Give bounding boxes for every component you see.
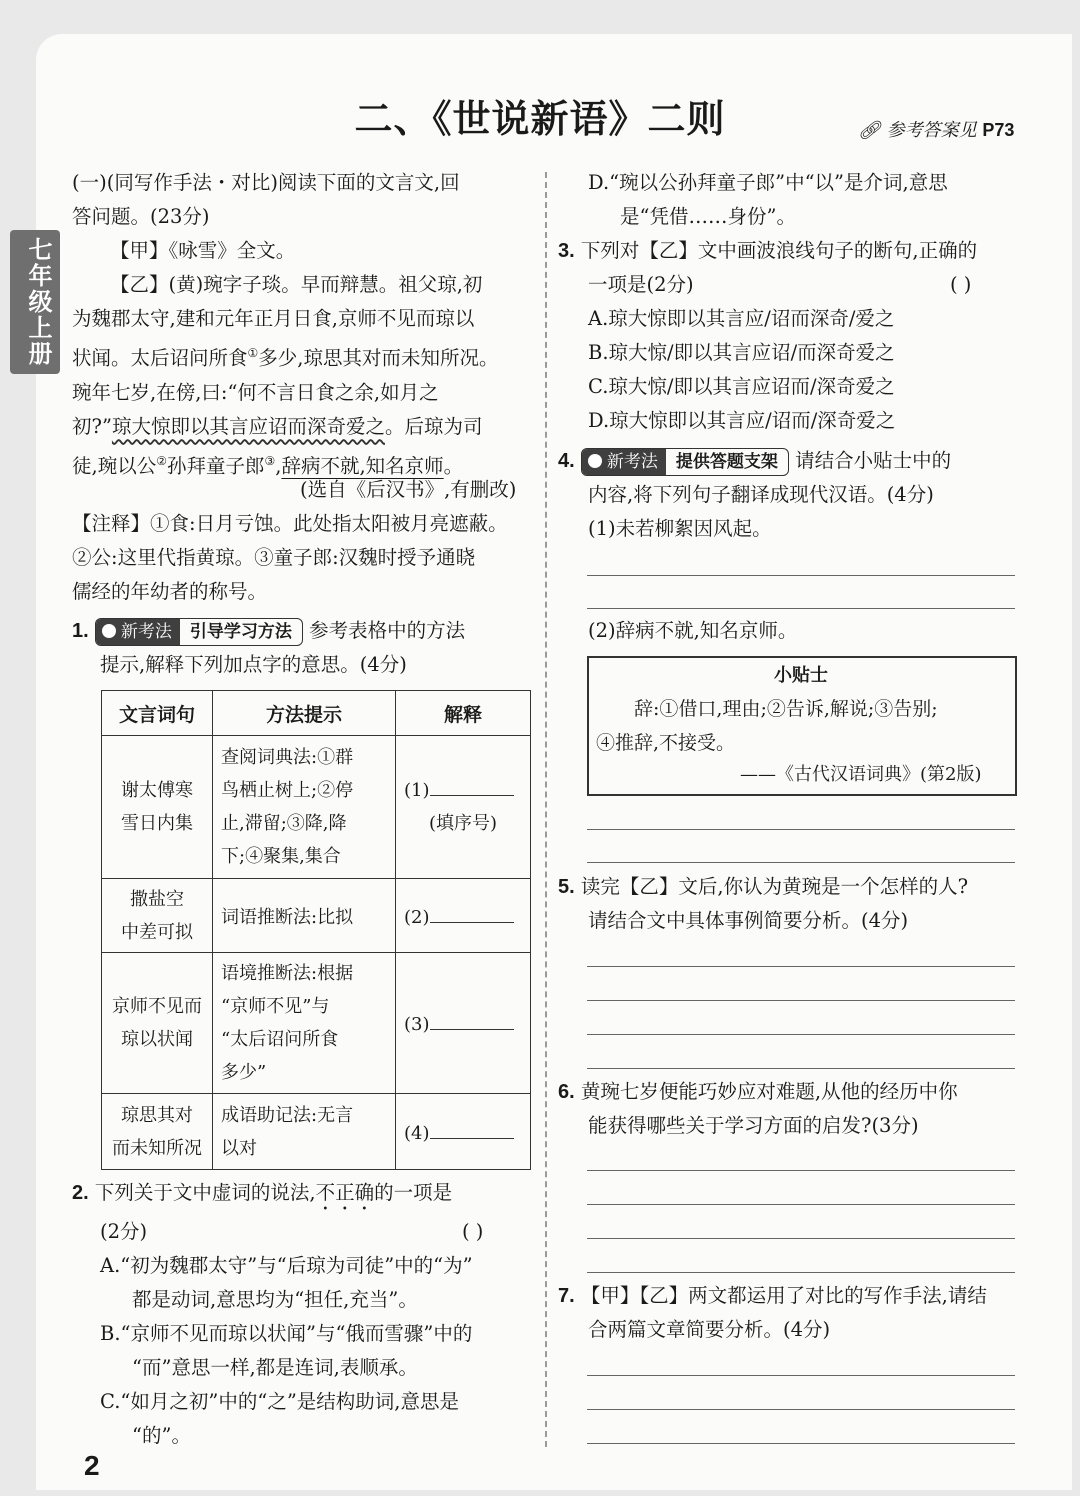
yi-line-3: 状闻。太后诏问所食①多少,琼思其对而未知所况。	[72, 346, 499, 370]
question-5: 5. 读完【乙】文后,你认为黄琬是一个怎样的人? 请结合文中具体事例简要分析。(4分)	[558, 875, 969, 932]
note-line-1: 【注释】①食:日月亏蚀。此处指太阳被月亮遮蔽。	[72, 512, 508, 535]
q4-number: 4.	[558, 450, 575, 472]
q1-tag: 新考法 引导学习方法	[95, 618, 303, 646]
q2-option-d: D.“琬以公孙拜童子郎”中“以”是介词,意思 是“凭借……身份”。	[588, 171, 948, 228]
q6-number: 6.	[558, 1081, 575, 1103]
passage-source: (选自《后汉书》,有删改)	[300, 478, 517, 501]
answer-line[interactable]	[587, 829, 1015, 830]
passage-jia: 【甲】《咏雪》全文。	[110, 239, 296, 262]
note-line-3: 儒经的年幼者的称号。	[72, 580, 268, 603]
method-table	[101, 690, 531, 1170]
passage-intro	[72, 166, 460, 234]
answer-ref-text: 参考答案见	[886, 120, 977, 141]
question-6: 6. 黄琬七岁便能巧妙应对难题,从他的经历中你 能获得哪些关于学习方面的启发?(3分)	[558, 1080, 958, 1137]
table-header	[102, 691, 531, 736]
wavy-underlined-sentence: 琼大惊即以其言应诏而深奇爱之	[111, 414, 385, 438]
col-header-hint: 方法提示	[213, 691, 396, 736]
answer-blank-2[interactable]	[430, 904, 514, 923]
q3-option-a: A.琼大惊即以其言应/诏而深奇/爱之	[588, 307, 895, 330]
answer-ref-page: P73	[982, 120, 1015, 140]
answer-line[interactable]	[587, 1068, 1015, 1069]
page-number: 2	[84, 1450, 100, 1481]
answer-line[interactable]	[587, 862, 1015, 863]
column-divider	[545, 172, 547, 1447]
col-header-phrase: 文言词句	[102, 691, 213, 736]
q2-option-a: A.“初为魏郡太守”与“后琼为司徒”中的“为”	[100, 1254, 473, 1277]
yi-line-5: 初?”琼大惊即以其言应诏而深奇爱之。后琼为司	[72, 414, 483, 438]
note-mark-1: ①	[247, 346, 259, 360]
answer-reference	[858, 116, 1014, 142]
answer-line[interactable]	[587, 966, 1015, 967]
tip-title: 小贴士	[774, 665, 828, 685]
q7-number: 7.	[558, 1285, 575, 1307]
yi-line-2: 为魏郡太守,建和元年正月日食,京师不见而琼以	[72, 307, 475, 330]
question-1: 1. 新考法 引导学习方法 参考表格中的方法 提示,解释下列加点字的意思。(4分)	[72, 619, 466, 676]
q3-number: 3.	[558, 240, 575, 262]
table-row: 谢太傅寒 雪日内集 查阅词典法:①群 鸟栖止树上;②停 止,滞留;③降,降 下;④聚集,集合 (1) (填序号)	[102, 736, 531, 879]
answer-line[interactable]	[587, 1000, 1015, 1001]
q3-option-b: B.琼大惊/即以其言应诏/而深奇爱之	[588, 341, 895, 364]
answer-line[interactable]	[587, 1272, 1015, 1273]
passage-notes	[72, 507, 508, 609]
question-3: 3. 下列对【乙】文中画波浪线句子的断句,正确的 一项是(2分) ( ) A.琼大惊即以其言应/诏而深奇/爱之 B.琼大惊/即以其言应诏/而深奇爱之 C.琼大惊/即以其言应诏而/深奇爱之 D.琼大惊即以其言应/诏而/深奇爱之	[558, 234, 977, 438]
q3-option-d: D.琼大惊即以其言应/诏而/深奇爱之	[588, 409, 896, 432]
q2-number: 2.	[72, 1182, 89, 1204]
table-row: 琼思其对 而未知所况 成语助记法:无言 以对 (4)	[102, 1094, 531, 1170]
q5-number: 5.	[558, 876, 575, 898]
note-line-2: ②公:这里代指黄琼。③童子郎:汉魏时授予通晓	[72, 546, 476, 569]
question-7: 7. 【甲】【乙】两文都运用了对比的写作手法,请结 合两篇文章简要分析。(4分)	[558, 1284, 987, 1341]
intro-line-1: (一)(同写作手法・对比)阅读下面的文言文,回	[72, 171, 460, 194]
passage-yi-body	[72, 302, 498, 483]
tip-source: ——《古代汉语词典》(第2版)	[740, 764, 982, 785]
page-title: 二、《世说新语》二则	[354, 96, 726, 141]
answer-line[interactable]	[587, 575, 1015, 576]
q2-option-b: B.“京师不见而琼以状闻”与“俄而雪骤”中的	[100, 1322, 473, 1345]
answer-blank-1[interactable]	[430, 777, 514, 796]
answer-line[interactable]	[587, 1409, 1015, 1410]
question-4: 4. 新考法 提供答题支架 请结合小贴士中的 内容,将下列句子翻译成现代汉语。(4分) (1)未若柳絮因风起。	[558, 444, 951, 546]
answer-line[interactable]	[587, 1170, 1015, 1171]
lightbulb-icon	[588, 454, 602, 468]
q4-sentence-1: (1)未若柳絮因风起。	[588, 517, 772, 540]
answer-blank-3[interactable]	[430, 1011, 514, 1030]
q4-sentence-2: (2)辞病不就,知名京师。	[588, 619, 798, 642]
tip-line-1: 辞:①借口,理由;②告诉,解说;③告别;	[634, 698, 938, 720]
table-row: 撒盐空 中差可拟 词语推断法:比拟 (2)	[102, 879, 531, 953]
answer-line[interactable]	[587, 1375, 1015, 1376]
q3-option-c: C.琼大惊/即以其言应诏而/深奇爱之	[588, 375, 895, 398]
link-icon: 🔗︎	[858, 120, 881, 141]
lightbulb-icon	[102, 624, 116, 638]
yi-line-6: 徒,琬以公②孙拜童子郎③,辞病不就,知名京师。	[72, 453, 464, 477]
note-mark-3: ③	[264, 453, 276, 468]
answer-line[interactable]	[587, 1443, 1015, 1444]
table-row: 京师不见而 琼以状闻 语境推断法:根据 “京师不见”与 “太后诏问所食 多少” (3)	[102, 953, 531, 1094]
underlined-sentence: 辞病不就,知名京师	[281, 454, 444, 477]
q2-option-c: C.“如月之初”中的“之”是结构助词,意思是	[100, 1390, 459, 1413]
col-header-answer: 解释	[396, 691, 531, 736]
tip-line-2: ④推辞,不接受。	[596, 732, 736, 754]
yi-line-4: 琬年七岁,在傍,曰:“何不言日食之余,如月之	[72, 380, 439, 404]
answer-blank-4[interactable]	[430, 1120, 514, 1139]
question-2: 2. 下列关于文中虚词的说法,不正确的一项是 (2分) ( ) A.“初为魏郡太守”与“后琼为司徒”中的“为” 都是动词,意思均为“担任,充当”。 B.“京师不见而琼以状闻”与“俄而雪骤”中的 “而”意思一样,都是连词,表顺承。 C.“如月之初”中的“之”是结构助词,意思是 “的”。	[72, 1181, 484, 1447]
intro-line-2: 答问题。(23分)	[72, 205, 210, 228]
q4-tag: 新考法 提供答题支架	[581, 448, 789, 476]
emphasis-dots: 不正确	[315, 1181, 375, 1204]
q1-number: 1.	[72, 620, 89, 642]
answer-line[interactable]	[587, 1034, 1015, 1035]
grade-side-tab: 七年级上册	[10, 230, 60, 374]
passage-yi-line-1: 【乙】(黄)琬字子琰。早而辩慧。祖父琼,初	[110, 273, 483, 296]
note-mark-2: ②	[156, 453, 167, 468]
q3-answer-paren[interactable]: ( )	[950, 273, 972, 296]
q2-answer-paren[interactable]: ( )	[462, 1220, 484, 1243]
answer-line[interactable]	[587, 1238, 1015, 1239]
answer-line[interactable]	[587, 1204, 1015, 1205]
answer-line[interactable]	[587, 608, 1015, 609]
